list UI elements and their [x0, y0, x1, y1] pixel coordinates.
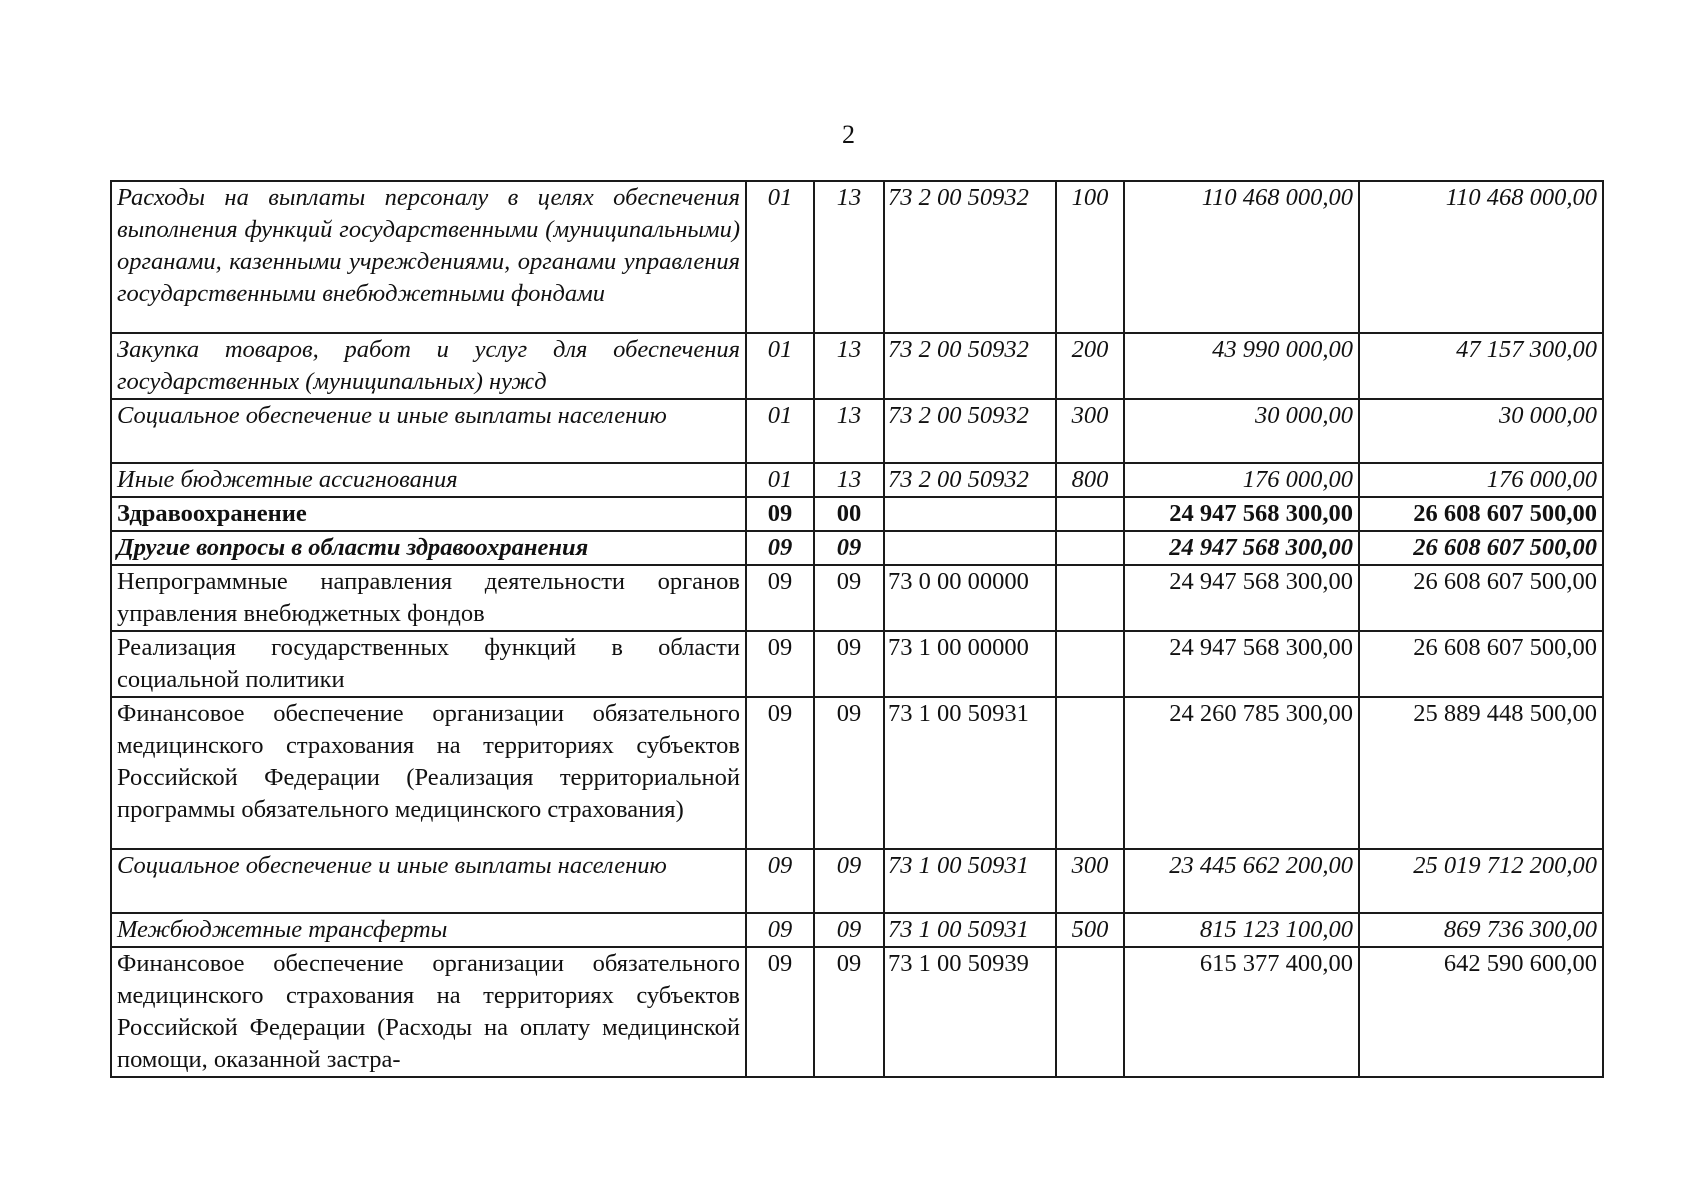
amount-year-1: 615 377 400,00: [1124, 947, 1359, 1077]
table-body: [111, 181, 1603, 1077]
budget-table: [110, 180, 1604, 1078]
expense-name: Непрограммные направления деятельности органов управления внебюджетных фондов: [111, 565, 746, 631]
amount-year-2: 110 468 000,00: [1359, 181, 1603, 333]
table-row: [111, 497, 1603, 531]
expense-type-code: 200: [1056, 333, 1124, 399]
target-item-code: 73 2 00 50932: [884, 333, 1056, 399]
expense-type-code: [1056, 531, 1124, 565]
expense-name: Другие вопросы в области здравоохранения: [111, 531, 746, 565]
expense-type-code: 100: [1056, 181, 1124, 333]
amount-year-2: 25 889 448 500,00: [1359, 697, 1603, 849]
subsection-code: 13: [814, 333, 884, 399]
target-item-code: 73 1 00 50931: [884, 697, 1056, 849]
subsection-code: 13: [814, 463, 884, 497]
expense-name: Социальное обеспечение и иные выплаты населению: [111, 399, 746, 463]
amount-year-1: 23 445 662 200,00: [1124, 849, 1359, 913]
table-row: [111, 631, 1603, 697]
section-code: 09: [746, 565, 814, 631]
subsection-code: 09: [814, 849, 884, 913]
subsection-code: 13: [814, 181, 884, 333]
table-row: [111, 531, 1603, 565]
amount-year-2: 30 000,00: [1359, 399, 1603, 463]
amount-year-1: 24 260 785 300,00: [1124, 697, 1359, 849]
expense-type-code: 800: [1056, 463, 1124, 497]
target-item-code: [884, 531, 1056, 565]
table-row: [111, 849, 1603, 913]
target-item-code: 73 0 00 00000: [884, 565, 1056, 631]
table-row: [111, 463, 1603, 497]
expense-name: Здравоохранение: [111, 497, 746, 531]
expense-type-code: 300: [1056, 399, 1124, 463]
amount-year-2: 26 608 607 500,00: [1359, 565, 1603, 631]
page-number: 2: [842, 120, 855, 149]
amount-year-1: 815 123 100,00: [1124, 913, 1359, 947]
subsection-code: 09: [814, 947, 884, 1077]
section-code: 09: [746, 631, 814, 697]
section-code: 01: [746, 333, 814, 399]
amount-year-1: 176 000,00: [1124, 463, 1359, 497]
expense-type-code: [1056, 631, 1124, 697]
section-code: 09: [746, 849, 814, 913]
amount-year-2: 26 608 607 500,00: [1359, 531, 1603, 565]
table-row: [111, 399, 1603, 463]
expense-name: Реализация государственных функций в области социальной политики: [111, 631, 746, 697]
table-row: [111, 565, 1603, 631]
amount-year-2: 176 000,00: [1359, 463, 1603, 497]
amount-year-1: 30 000,00: [1124, 399, 1359, 463]
subsection-code: 00: [814, 497, 884, 531]
table-row: [111, 913, 1603, 947]
target-item-code: 73 1 00 50931: [884, 849, 1056, 913]
section-code: 09: [746, 697, 814, 849]
expense-type-code: [1056, 697, 1124, 849]
expense-name: Закупка товаров, работ и услуг для обеспечения государственных (муниципальных) нужд: [111, 333, 746, 399]
target-item-code: 73 2 00 50932: [884, 399, 1056, 463]
table-row: [111, 947, 1603, 1077]
expense-name: Финансовое обеспечение организации обязательного медицинского страхования на территориях субъектов Российской Федерации (Реализация территориальной программы обязательного медицинского страхования): [111, 697, 746, 849]
amount-year-1: 24 947 568 300,00: [1124, 531, 1359, 565]
section-code: 09: [746, 531, 814, 565]
subsection-code: 13: [814, 399, 884, 463]
amount-year-2: 25 019 712 200,00: [1359, 849, 1603, 913]
section-code: 09: [746, 497, 814, 531]
amount-year-2: 642 590 600,00: [1359, 947, 1603, 1077]
target-item-code: 73 1 00 00000: [884, 631, 1056, 697]
expense-type-code: [1056, 947, 1124, 1077]
expense-type-code: [1056, 497, 1124, 531]
table-row: [111, 181, 1603, 333]
section-code: 01: [746, 399, 814, 463]
target-item-code: 73 2 00 50932: [884, 181, 1056, 333]
amount-year-1: 24 947 568 300,00: [1124, 497, 1359, 531]
section-code: 09: [746, 947, 814, 1077]
amount-year-1: 43 990 000,00: [1124, 333, 1359, 399]
subsection-code: 09: [814, 565, 884, 631]
expense-name: Социальное обеспечение и иные выплаты населению: [111, 849, 746, 913]
amount-year-2: 26 608 607 500,00: [1359, 631, 1603, 697]
target-item-code: 73 2 00 50932: [884, 463, 1056, 497]
expense-name: Межбюджетные трансферты: [111, 913, 746, 947]
subsection-code: 09: [814, 913, 884, 947]
expense-type-code: 300: [1056, 849, 1124, 913]
expense-type-code: 500: [1056, 913, 1124, 947]
section-code: 01: [746, 181, 814, 333]
subsection-code: 09: [814, 697, 884, 849]
table-row: [111, 697, 1603, 849]
expense-name: Расходы на выплаты персоналу в целях обеспечения выполнения функций государственными (муниципальными) органами, казенными учреждениями, органами управления государственными внебюджетными фондами: [111, 181, 746, 333]
amount-year-1: 110 468 000,00: [1124, 181, 1359, 333]
table-row: [111, 333, 1603, 399]
expense-name: Финансовое обеспечение организации обязательного медицинского страхования на территориях субъектов Российской Федерации (Расходы на оплату медицинской помощи, оказанной застра-: [111, 947, 746, 1077]
amount-year-2: 869 736 300,00: [1359, 913, 1603, 947]
target-item-code: 73 1 00 50931: [884, 913, 1056, 947]
amount-year-2: 47 157 300,00: [1359, 333, 1603, 399]
target-item-code: 73 1 00 50939: [884, 947, 1056, 1077]
target-item-code: [884, 497, 1056, 531]
amount-year-2: 26 608 607 500,00: [1359, 497, 1603, 531]
subsection-code: 09: [814, 531, 884, 565]
amount-year-1: 24 947 568 300,00: [1124, 631, 1359, 697]
expense-name: Иные бюджетные ассигнования: [111, 463, 746, 497]
subsection-code: 09: [814, 631, 884, 697]
section-code: 01: [746, 463, 814, 497]
section-code: 09: [746, 913, 814, 947]
expense-type-code: [1056, 565, 1124, 631]
amount-year-1: 24 947 568 300,00: [1124, 565, 1359, 631]
